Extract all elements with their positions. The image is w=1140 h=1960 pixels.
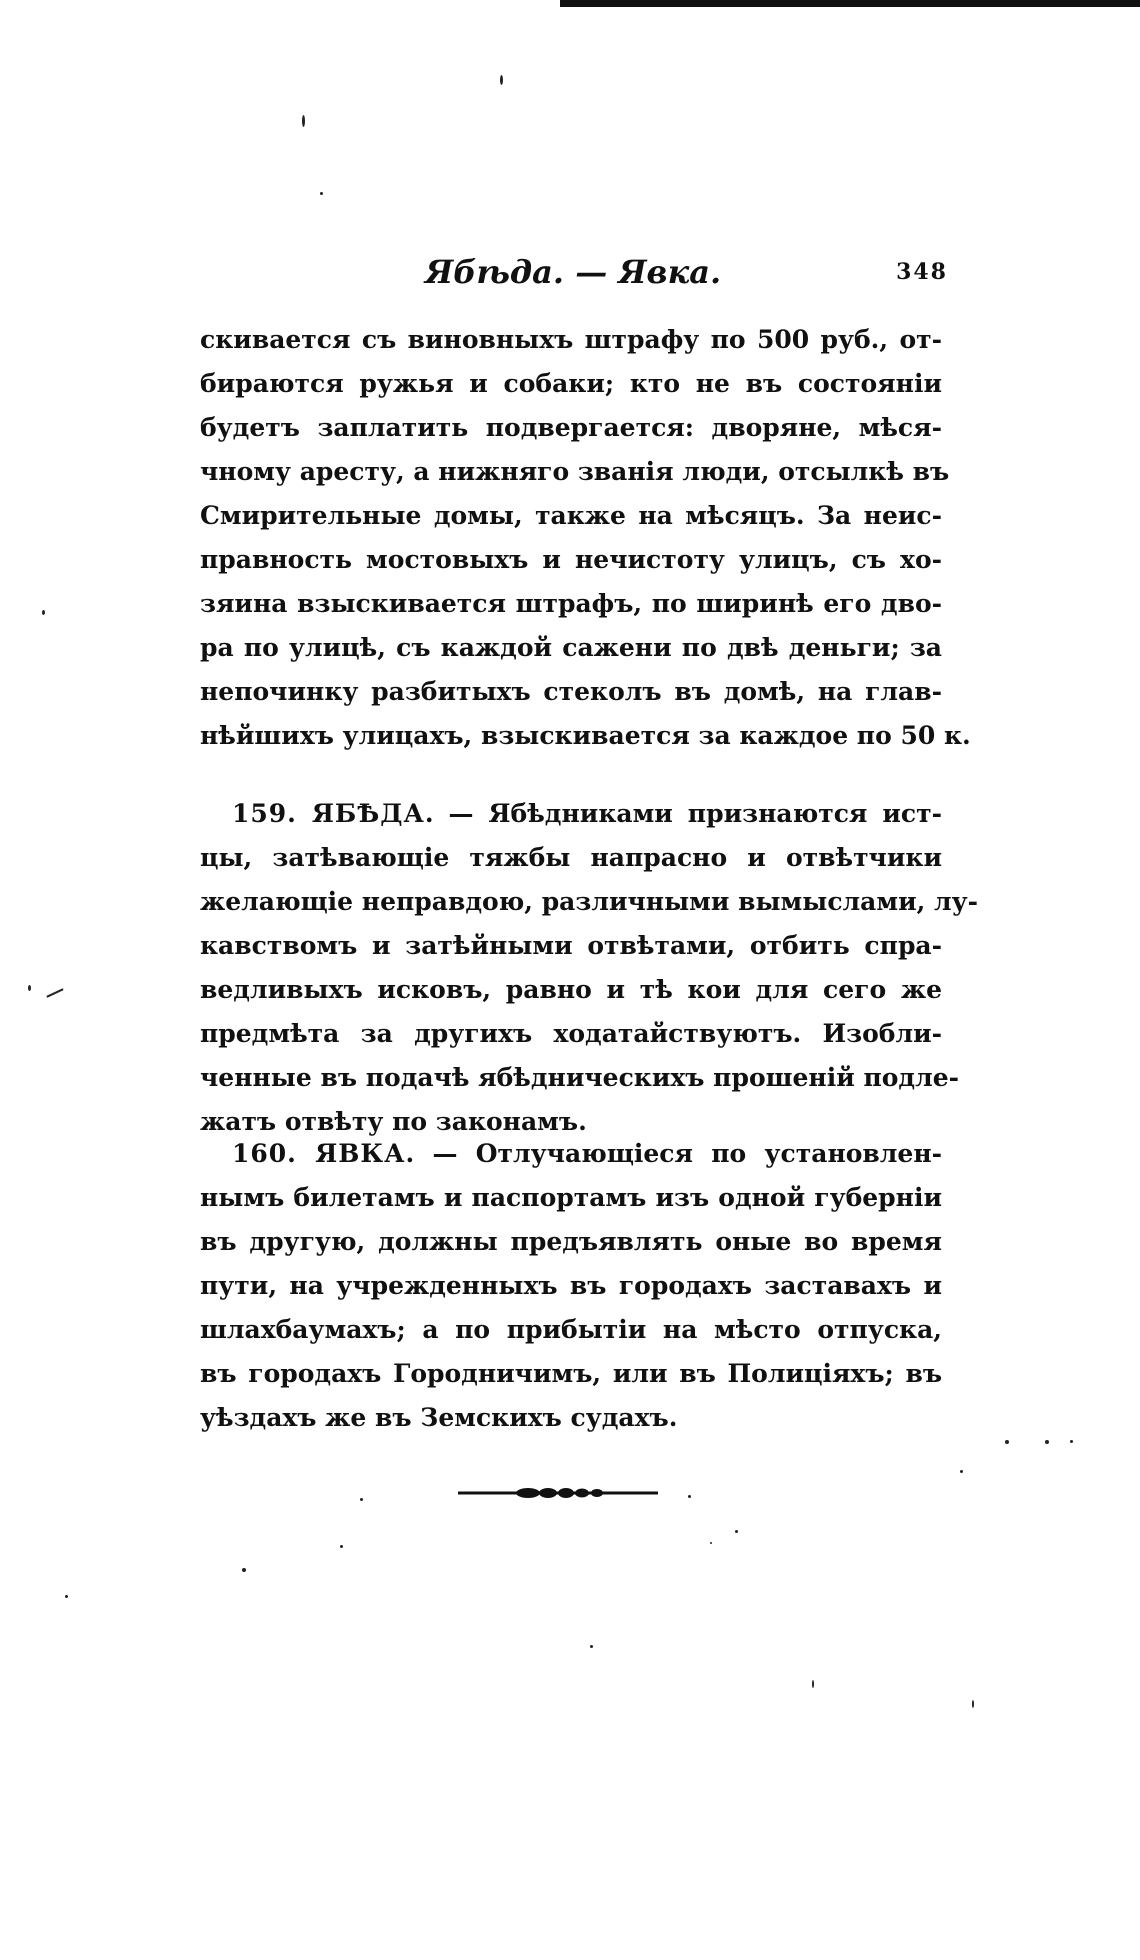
entry-title: ЯБѢДА (311, 799, 425, 828)
text-line: нымъ билетамъ и паспортамъ изъ одной губерніи (200, 1183, 942, 1212)
scan-speck (42, 610, 45, 615)
text-line: въ городахъ Городничимъ, или въ Полиціяхъ; въ (200, 1359, 942, 1388)
scan-speck (46, 988, 63, 997)
text-line: правность мостовыхъ и нечистоту улицъ, съ хо- (200, 545, 942, 574)
page-number: 348 (896, 259, 948, 285)
scan-speck (65, 1595, 68, 1598)
scan-top-edge (560, 0, 1140, 7)
tailpiece-ornament-icon (458, 1483, 658, 1503)
text-line: въ другую, должны предъявлять оные во время (200, 1227, 942, 1256)
scan-speck (688, 1495, 691, 1498)
entry-title: ЯВКА (315, 1139, 406, 1168)
text-line: кавствомъ и затѣйными отвѣтами, отбить спра- (200, 931, 942, 960)
text-line: нѣйшихъ улицахъ, взыскивается за каждое по 50 к. (200, 721, 971, 750)
text-line: бираются ружья и собаки; кто не въ состояніи (200, 369, 942, 398)
scan-speck (28, 985, 31, 991)
entry-159 (200, 792, 979, 1144)
paragraph-continuation (200, 318, 971, 758)
text-line: скивается съ виновныхъ штрафу по 500 руб., от- (200, 325, 942, 354)
text-line: жатъ отвѣту по законамъ. (200, 1107, 587, 1136)
scan-speck (1045, 1440, 1049, 1444)
scan-speck (360, 1498, 363, 1501)
text-line: Смирительные домы, также на мѣсяцъ. За неис- (200, 501, 942, 530)
scan-speck (960, 1470, 963, 1473)
text-line: чному аресту, а нижняго званія люди, отсылкѣ въ (200, 457, 950, 486)
page-header (200, 248, 948, 296)
scan-speck (735, 1530, 738, 1533)
scan-speck (972, 1700, 974, 1708)
text-line: ведливыхъ исковъ, равно и тѣ кои для сего же (200, 975, 942, 1004)
scan-speck (500, 75, 503, 85)
text-line: цы, затѣвающіе тяжбы напрасно и отвѣтчики (200, 843, 942, 872)
entry-160 (200, 1132, 942, 1440)
text-line: будетъ заплатить подвергается: дворяне, мѣся- (200, 413, 942, 442)
text-line: пути, на учрежденныхъ въ городахъ заставахъ и (200, 1271, 942, 1300)
entry-first-line (200, 1132, 942, 1176)
text-line: ра по улицѣ, съ каждой сажени по двѣ деньги; за (200, 633, 942, 662)
scan-speck (302, 115, 305, 127)
text-line: предмѣта за другихъ ходатайствуютъ. Изобли- (200, 1019, 942, 1048)
entry-first-line (200, 792, 942, 836)
text-line: желающіе неправдою, различными вымыслами, лу- (200, 887, 979, 916)
scan-speck (710, 1542, 712, 1544)
entry-number: 159. (232, 799, 297, 828)
entry-text: . — Отлучающіеся по установлен- (405, 1139, 942, 1168)
text-line: шлахбаумахъ; а по прибытіи на мѣсто отпуска, (200, 1315, 942, 1344)
scan-speck (812, 1680, 814, 1688)
scan-speck (590, 1645, 593, 1648)
scan-speck (340, 1545, 343, 1548)
entry-number: 160. (232, 1139, 297, 1168)
scan-speck (1070, 1440, 1073, 1443)
entry-text: . — Ябѣдниками признаются ист- (424, 799, 942, 828)
text-line: ченные въ подачѣ ябѣдническихъ прошеній подле- (200, 1063, 959, 1092)
text-line: уѣздахъ же въ Земскихъ судахъ. (200, 1403, 678, 1432)
text-line: зяина взыскивается штрафъ, по ширинѣ его дво- (200, 589, 942, 618)
running-title: Ябѣда. — Явка. (425, 253, 722, 291)
scan-speck (1005, 1440, 1009, 1444)
scan-speck (320, 192, 323, 195)
text-line: непочинку разбитыхъ стеколъ въ домѣ, на глав- (200, 677, 942, 706)
scan-speck (242, 1568, 246, 1572)
